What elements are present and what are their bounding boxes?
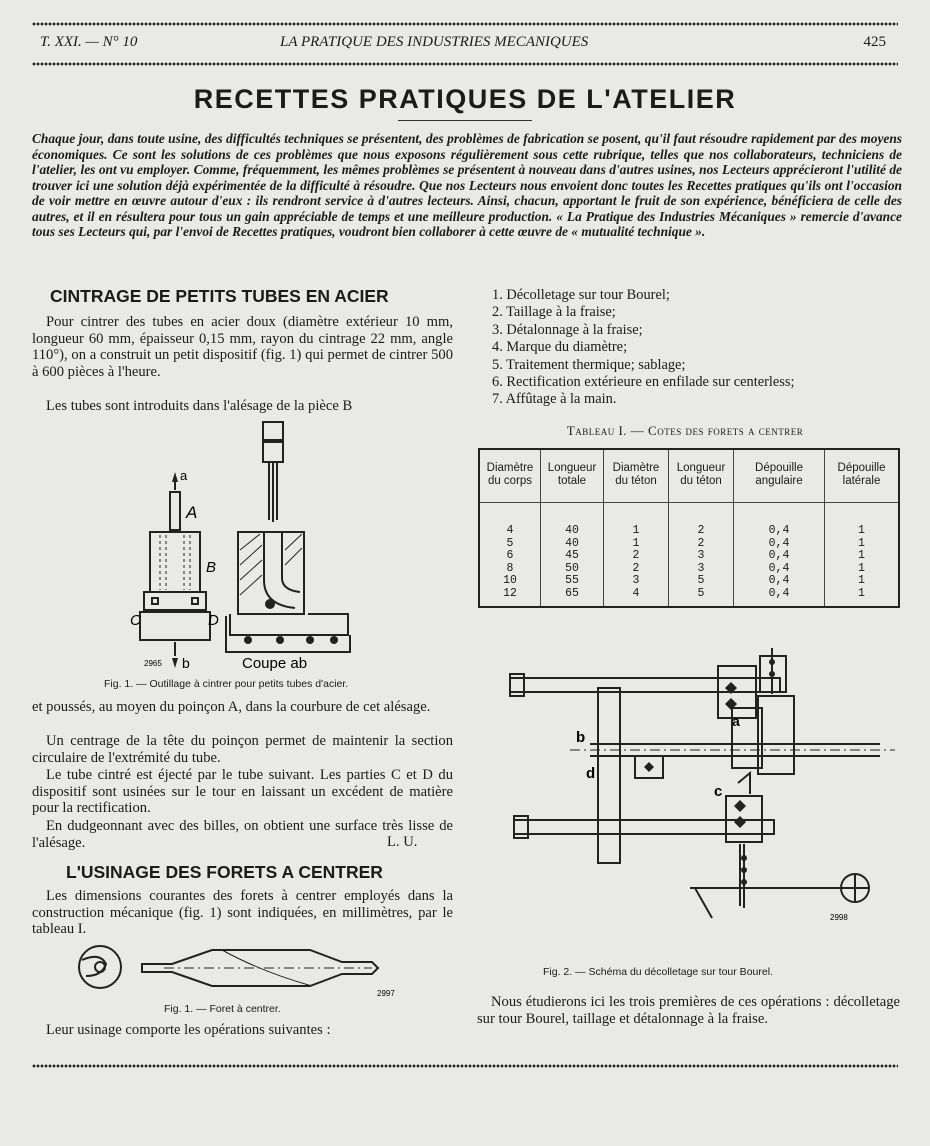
table-row <box>479 503 899 538</box>
table-cell: 45 <box>541 550 604 563</box>
table-row <box>479 575 899 588</box>
center-drill-dimensions-table <box>478 448 900 608</box>
journal-title: LA PRATIQUE DES INDUSTRIES MECANIQUES <box>280 34 589 50</box>
table-cell: 8 <box>506 561 514 575</box>
table-cell: 0,4 <box>734 538 825 551</box>
table-cell: 1 <box>825 588 900 608</box>
table-cell: 65 <box>541 588 604 608</box>
fig2-label-a: a <box>732 713 740 729</box>
table-cell: 1 <box>825 550 900 563</box>
fig1-label-coupe: Coupe ab <box>242 655 308 672</box>
table-cell: 3 <box>669 563 734 576</box>
table-cell: 1 <box>604 503 669 538</box>
table-row <box>479 563 899 576</box>
table-cell: 5 <box>669 575 734 588</box>
fig1-label-b: b <box>182 655 190 671</box>
operation-item: 2. Taillage à la fraise; <box>492 304 616 321</box>
table-header-row <box>479 449 899 503</box>
paragraph: Un centrage de la tête du poinçon permet de maintenir la section circulaire de l'extrémité du tube. <box>32 733 453 766</box>
table-cell: 0,4 <box>734 563 825 576</box>
top-rule <box>32 22 898 26</box>
table-cell: 1 <box>825 538 900 551</box>
table-cell: 40 <box>541 503 604 538</box>
signature: L. U. <box>387 834 418 850</box>
page-number: 425 <box>863 34 886 50</box>
section-heading-cintrage: CINTRAGE DE PETITS TUBES EN ACIER <box>50 286 389 306</box>
table-cell: 2 <box>669 538 734 551</box>
table-cell: 1 <box>604 538 669 551</box>
section-heading-forets: L'USINAGE DES FORETS A CENTRER <box>66 862 383 882</box>
figure-1-center-drill <box>72 942 412 1004</box>
table-cell: 1 <box>825 503 900 538</box>
paragraph: Les dimensions courantes des forets à centrer employés dans la construction mécanique (fig. 1) sont indiquées, en millimètres, par le tableau I. <box>32 888 453 938</box>
fig2-number: 2998 <box>830 913 848 922</box>
table-cell: 40 <box>541 538 604 551</box>
table-cell: 0,4 <box>734 575 825 588</box>
fig2-label-d: d <box>586 765 596 782</box>
table-row <box>479 588 899 608</box>
fig1-label-a: a <box>180 468 188 483</box>
table-cell: 1 <box>825 575 900 588</box>
fig1-label-B: B <box>206 559 217 576</box>
operation-item: 3. Détalonnage à la fraise; <box>492 321 643 338</box>
paragraph: et poussés, au moyen du poinçon A, dans la courbure de cet alésage. <box>32 699 431 715</box>
operation-item: 4. Marque du diamètre; <box>492 339 628 356</box>
table-cell: 3 <box>604 575 669 588</box>
table-cell: 12 <box>503 586 517 600</box>
table-row <box>479 550 899 563</box>
table-cell: 3 <box>669 550 734 563</box>
figure-2-caption: Fig. 2. — Schéma du décolletage sur tour Bourel. <box>543 966 773 978</box>
table-cell: 10 <box>503 574 517 587</box>
intro-paragraph: Chaque jour, dans toute usine, des difficultés techniques se présentent, des problèmes de fabrication se posent, qu'il faut résoudre rapidement par des moyens économiques. Ce sont les solutions de ces problèmes que nous exposons régulièrement sous cette rubrique, telles que nos collaborateurs, techniciens de l'atelier, les ont vu employer. Comme, fréquemment, les mêmes problèmes se présentent à nouveau dans d'autres usines, nos Lecteurs apprécieront l'utilité de trouver ici une solution déjà expérimentée de la difficulté à résoudre. Que nos Lecteurs nous envoient donc toutes les Recettes pratiques qu'ils ont l'occasion de voir mettre en œuvre autour d'eux : ils rendront service à d'autres lecteurs. Ainsi, chacun, apportant le fruit de son expérience, bénéficiera de celle des autres, et il en résultera pour tous un gain appréciable de temps et une meilleure production. « La Pratique des Industries Mécaniques » remercie d'avance tous ses Lecteurs qui, par l'envoi de Recettes pratiques, voudront bien collaborer à cette œuvre de « mutualité technique ». <box>32 131 902 239</box>
table-cell: 2 <box>604 550 669 563</box>
header-rule <box>32 62 898 66</box>
table-cell: 0,4 <box>734 503 825 538</box>
fig1b-number: 2997 <box>377 989 395 998</box>
column-header: Dépouille latérale <box>825 449 900 503</box>
fig1-label-A: A <box>186 503 198 522</box>
paragraph: Leur usinage comporte les opérations suivantes : <box>46 1022 331 1038</box>
page-title: RECETTES PRATIQUES DE L'ATELIER <box>193 84 737 114</box>
operations-list <box>492 287 912 409</box>
paragraph: Les tubes sont introduits dans l'alésage de la pièce B <box>46 398 353 414</box>
table-cell: 6 <box>506 549 514 562</box>
table-cell: 5 <box>506 536 514 550</box>
issue-number: T. XXI. — N° 10 <box>40 34 138 50</box>
paragraph: Pour cintrer des tubes en acier doux (diamètre extérieur 10 mm, longueur 60 mm, épaisseur 0,15 mm, rayon du cintrage 22 mm, angle 110°), on a construit un petit dispositif (fig. 1) qui permet de cintrer 500 à 600 pièces à l'heure. <box>32 314 453 380</box>
fig2-label-b: b <box>576 729 586 746</box>
paragraph: En dudgeonnant avec des billes, on obtient une surface très lisse de l'alésage. <box>32 818 453 851</box>
table-cell: 4 <box>604 588 669 608</box>
table-cell: 1 <box>825 563 900 576</box>
column-header: Diamètre du corps <box>479 449 541 503</box>
title-underline <box>398 120 532 121</box>
table-cell: 0,4 <box>734 588 825 608</box>
closing-paragraph: Nous étudierons ici les trois premières de ces opérations : décolletage sur tour Bourel, taillage et détalonnage à la fraise. <box>477 994 900 1027</box>
operation-item: 6. Rectification extérieure en enfilade sur centerless; <box>492 374 795 391</box>
fig1-number: 2965 <box>144 659 162 668</box>
operation-item: 5. Traitement thermique; sablage; <box>492 356 686 373</box>
fig1-label-C: C <box>130 612 141 629</box>
table-cell: 2 <box>604 563 669 576</box>
table-caption: Tableau I. — Cotes des forets a centrer <box>566 423 804 438</box>
table-cell: 50 <box>541 563 604 576</box>
figure-1b-caption: Fig. 1. — Foret à centrer. <box>164 1003 281 1015</box>
figure-2-bourel-lathe <box>500 648 900 928</box>
column-header: Longueur totale <box>541 449 604 503</box>
table-cell: 0,4 <box>734 550 825 563</box>
figure-1-caption: Fig. 1. — Outillage à cintrer pour petits tubes d'acier. <box>104 678 349 690</box>
running-header <box>40 34 886 54</box>
paragraph: Le tube cintré est éjecté par le tube suivant. Les parties C et D du dispositif sont usinées sur le tour en laissant un excédent de matière pour la rectification. <box>32 767 453 817</box>
fig2-label-c: c <box>714 783 723 800</box>
figure-1-bending-tool <box>130 420 360 675</box>
table-cell: 5 <box>669 588 734 608</box>
table-cell: 55 <box>541 575 604 588</box>
table-cell: 2 <box>669 503 734 538</box>
table-row <box>479 538 899 551</box>
column-header: Dépouille angulaire <box>734 449 825 503</box>
fig1-label-D: D <box>208 612 219 629</box>
column-header: Diamètre du téton <box>604 449 669 503</box>
operation-item: 1. Décolletage sur tour Bourel; <box>492 287 670 303</box>
table-cell: 4 <box>506 524 514 537</box>
column-header: Longueur du téton <box>669 449 734 503</box>
bottom-rule <box>32 1064 898 1068</box>
operation-item: 7. Affûtage à la main. <box>492 391 617 408</box>
